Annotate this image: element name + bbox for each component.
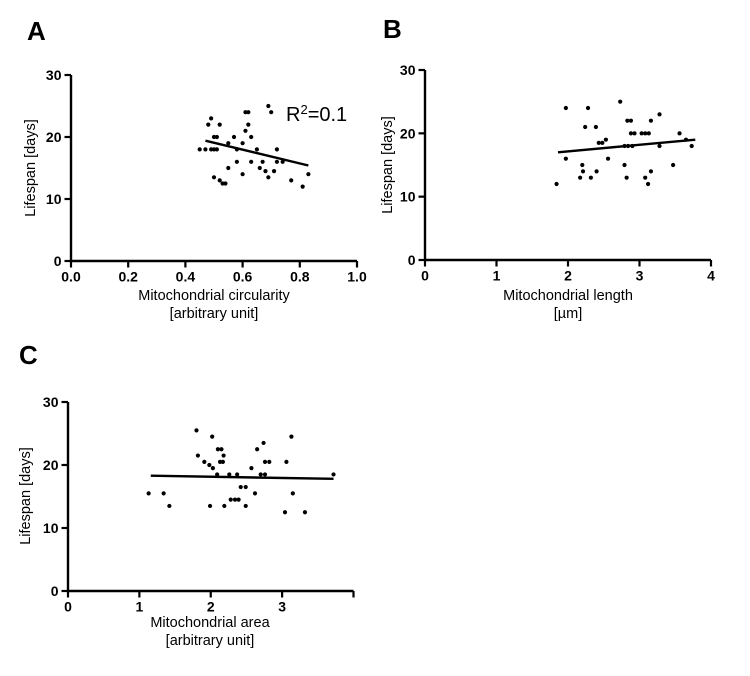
data-point [222,504,226,508]
data-point [625,176,629,180]
data-point [203,147,207,151]
y-tick-label: 10 [42,520,59,536]
data-point [606,157,610,161]
data-point [258,166,262,170]
data-point [690,144,694,148]
data-point [235,160,239,164]
x-tick-label: 0 [64,598,72,615]
data-point [647,131,651,135]
data-point [206,123,210,127]
data-point [263,169,267,173]
data-point [554,182,558,186]
y-tick-label: 0 [53,253,62,269]
data-point [255,447,259,451]
r-squared-annotation [286,103,347,126]
x-tick-label: 1 [492,267,501,284]
data-point [301,185,305,189]
data-point [657,144,661,148]
data-point [600,141,604,145]
data-point [218,178,222,182]
data-point [202,460,206,464]
data-point [677,131,681,135]
x-axis-label-c-line1: Mitochondrial area [150,615,270,631]
data-point [212,175,216,179]
data-point [657,112,661,116]
data-point [283,510,287,514]
data-point [219,447,223,451]
data-point [594,125,598,129]
data-point [630,144,634,148]
data-point [597,141,601,145]
data-point [684,138,688,142]
data-point [564,106,568,110]
axis-lines [67,402,354,591]
data-point [207,463,211,467]
x-tick-label: 2 [564,267,572,284]
data-point [227,472,231,476]
x-axis-label-a-line1: Mitochondrial circularity [138,288,290,304]
data-point [208,504,212,508]
data-point [221,460,225,464]
data-point [226,166,230,170]
y-tick-label: 20 [399,125,416,142]
data-point [210,435,214,439]
data-point [581,169,585,173]
data-point [275,160,279,164]
data-point [649,119,653,123]
data-point [643,131,647,135]
data-point [223,181,227,185]
trend-line [151,476,334,479]
data-point [618,100,622,104]
r-squared-base: R [286,104,301,126]
y-tick-label: 0 [50,583,59,599]
data-point [622,163,626,167]
y-axis-label-a: Lifespan [days] [23,119,39,217]
data-point [198,147,202,151]
data-point [578,176,582,180]
data-point [646,182,650,186]
data-point [194,428,198,432]
data-point [261,441,265,445]
x-tick-label: 3 [278,598,287,615]
data-point [167,504,171,508]
data-point [246,123,250,127]
panel-letter-c: C [19,340,38,370]
data-point [640,131,644,135]
x-tick-label: 1.0 [347,268,367,285]
data-point [259,472,263,476]
data-point [595,169,599,173]
data-point [284,460,288,464]
data-point [209,116,213,120]
data-point [211,466,215,470]
data-point [243,129,247,133]
data-point [255,147,259,151]
x-tick-label: 3 [635,267,644,284]
data-point [266,175,270,179]
trend-line [205,141,308,166]
data-point [580,163,584,167]
x-tick-label: 4 [707,267,715,284]
axis-lines [424,70,711,260]
data-point [604,138,608,142]
data-point [249,466,253,470]
data-point [253,491,257,495]
data-point [263,460,267,464]
data-point [249,135,253,139]
data-point [632,131,636,135]
data-point [246,110,250,114]
data-point [671,163,675,167]
x-tick-label: 2 [206,598,215,615]
x-tick-label: 0.8 [290,268,310,285]
data-point [196,453,200,457]
x-tick-label: 0 [421,267,429,284]
data-point [232,135,236,139]
data-point [622,144,626,148]
data-point [583,125,587,129]
data-point [586,106,590,110]
data-point [215,135,219,139]
data-point [289,435,293,439]
data-point [629,119,633,123]
data-point [229,498,233,502]
panel-letter-a: A [27,16,46,46]
y-tick-label: 10 [45,191,62,207]
x-axis-label-b-line1: Mitochondrial length [503,288,633,304]
data-point [235,147,239,151]
data-point [241,141,245,145]
data-point [289,178,293,182]
panel-b [400,62,715,284]
data-point [239,485,243,489]
data-point [303,510,307,514]
y-tick-label: 20 [45,129,62,145]
panel-a [46,67,367,285]
x-axis-label-c-line2: [arbitrary unit] [165,633,255,649]
data-point [266,104,270,108]
data-point [269,110,273,114]
data-point [629,131,633,135]
data-point [215,147,219,151]
data-point [272,169,276,173]
x-axis-label-a-line2: [arbitrary unit] [169,306,259,322]
data-point [235,472,239,476]
data-point [244,504,248,508]
data-point [244,485,248,489]
data-point [162,491,166,495]
x-tick-label: 0.6 [232,268,253,285]
data-point [263,472,267,476]
x-tick-label: 0.4 [175,268,196,285]
data-point [226,141,230,145]
data-point [291,491,295,495]
y-axis-label-b: Lifespan [days] [380,116,396,214]
data-point [215,472,219,476]
data-point [267,460,271,464]
x-tick-label: 1 [135,598,144,615]
data-point [649,169,653,173]
data-point [275,147,279,151]
y-tick-label: 30 [42,394,59,410]
y-axis-label-c: Lifespan [days] [18,447,34,545]
data-point [564,157,568,161]
r-squared-superscript: 2 [300,102,308,117]
data-point [643,176,647,180]
x-tick-label: 0.2 [118,268,138,285]
data-point [241,172,245,176]
data-point [281,160,285,164]
data-point [221,453,225,457]
panel-c [43,394,354,615]
y-tick-label: 20 [42,457,59,473]
r-squared-value: =0.1 [307,104,348,126]
y-tick-label: 10 [399,188,416,205]
data-point [249,160,253,164]
panel-letter-b: B [383,14,402,44]
data-point [589,176,593,180]
data-point [147,491,151,495]
x-axis-label-b-line2: [µm] [553,306,583,322]
y-tick-label: 30 [45,67,62,83]
data-point [306,172,310,176]
data-point [218,123,222,127]
x-tick-label: 0.0 [61,268,81,285]
data-point [261,160,265,164]
y-tick-label: 30 [399,62,416,78]
data-point [626,144,630,148]
data-point [331,472,335,476]
y-tick-label: 0 [407,252,416,268]
data-point [236,498,240,502]
data-point [625,119,629,123]
